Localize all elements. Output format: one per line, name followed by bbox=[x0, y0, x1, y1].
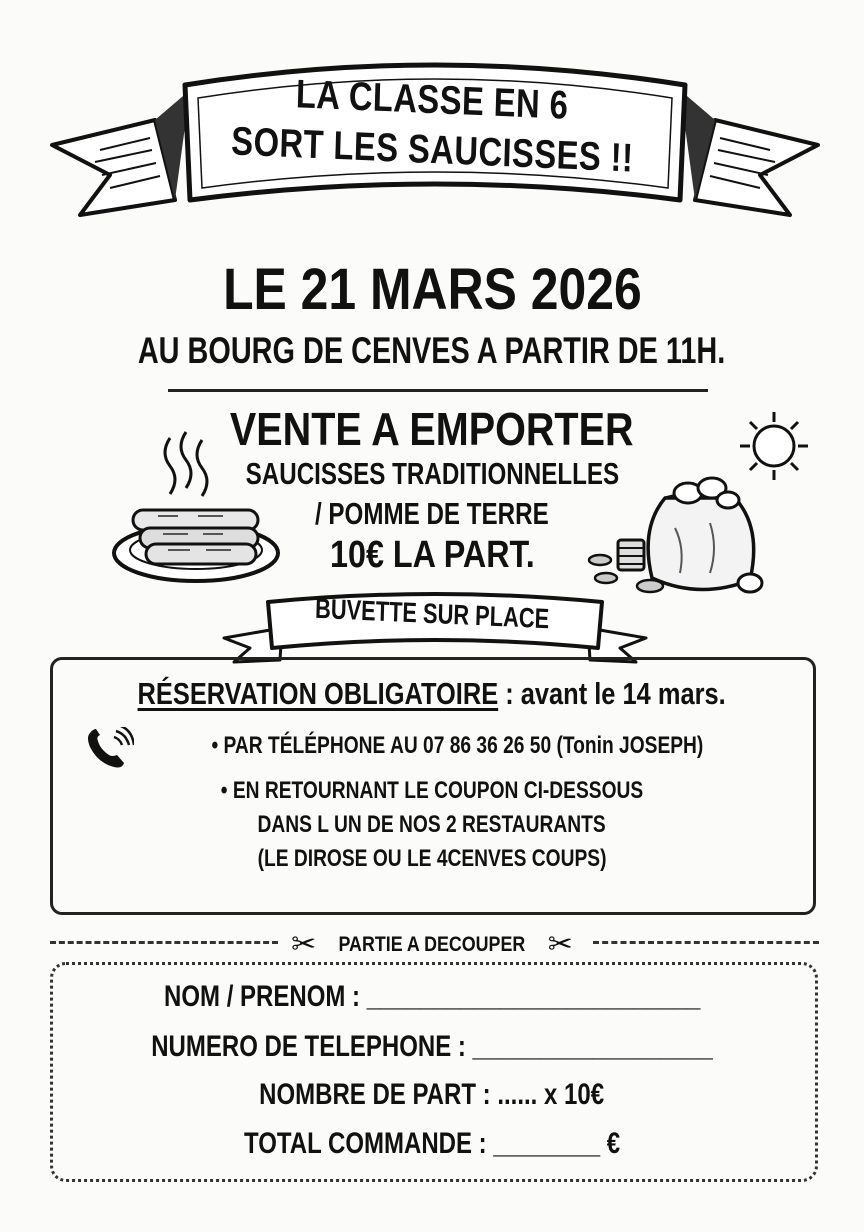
reservation-title: RÉSERVATION OBLIGATOIRE bbox=[137, 676, 499, 711]
scissors-icon: ✂ bbox=[547, 928, 573, 961]
potato-sack-icon bbox=[580, 468, 765, 603]
coupon-reservation-line-2: DANS L UN DE NOS 2 RESTAURANTS bbox=[257, 811, 607, 838]
buvette-label: BUVETTE SUR PLACE bbox=[314, 592, 550, 635]
price-per-part: 10€ LA PART. bbox=[329, 534, 535, 576]
event-location: AU BOURG DE CENVES A PARTIR DE 11H. bbox=[138, 330, 726, 371]
banner-title-line1: LA CLASSE EN 6 bbox=[295, 72, 569, 128]
sausage-plate-icon bbox=[108, 428, 283, 588]
phone-reservation-line: • PAR TÉLÉPHONE AU 07 86 36 26 50 (Tonin JOSEPH) bbox=[211, 732, 703, 759]
reservation-deadline: : avant le 14 mars. bbox=[498, 676, 727, 711]
coupon-reservation-line-3: (LE DIROSE OU LE 4CENVES COUPS) bbox=[257, 845, 607, 872]
cut-label: ✂ PARTIE A DECOUPER ✂ bbox=[291, 928, 573, 961]
menu-line-1: SAUCISSES TRADITIONNELLES bbox=[245, 456, 619, 491]
form-phone-field[interactable]: NUMERO DE TELEPHONE : __________________ bbox=[151, 1030, 713, 1063]
coupon-reservation-line-1: • EN RETOURNANT LE COUPON CI-DESSOUS bbox=[220, 777, 644, 804]
banner-title-line2: SORT LES SAUCISSES !! bbox=[230, 119, 634, 181]
sale-title: VENTE A EMPORTER bbox=[230, 403, 634, 455]
menu-line-2: / POMME DE TERRE bbox=[315, 496, 549, 531]
form-total-field[interactable]: TOTAL COMMANDE : ________ € bbox=[243, 1127, 621, 1160]
reservation-heading bbox=[0, 676, 864, 712]
divider-rule bbox=[168, 389, 708, 392]
form-parts-field[interactable]: NOMBRE DE PART : ...... x 10€ bbox=[259, 1078, 605, 1111]
scissors-icon: ✂ bbox=[291, 928, 317, 961]
event-date: LE 21 MARS 2026 bbox=[222, 257, 642, 322]
form-name-field[interactable]: NOM / PRENOM : _________________________ bbox=[163, 980, 701, 1013]
